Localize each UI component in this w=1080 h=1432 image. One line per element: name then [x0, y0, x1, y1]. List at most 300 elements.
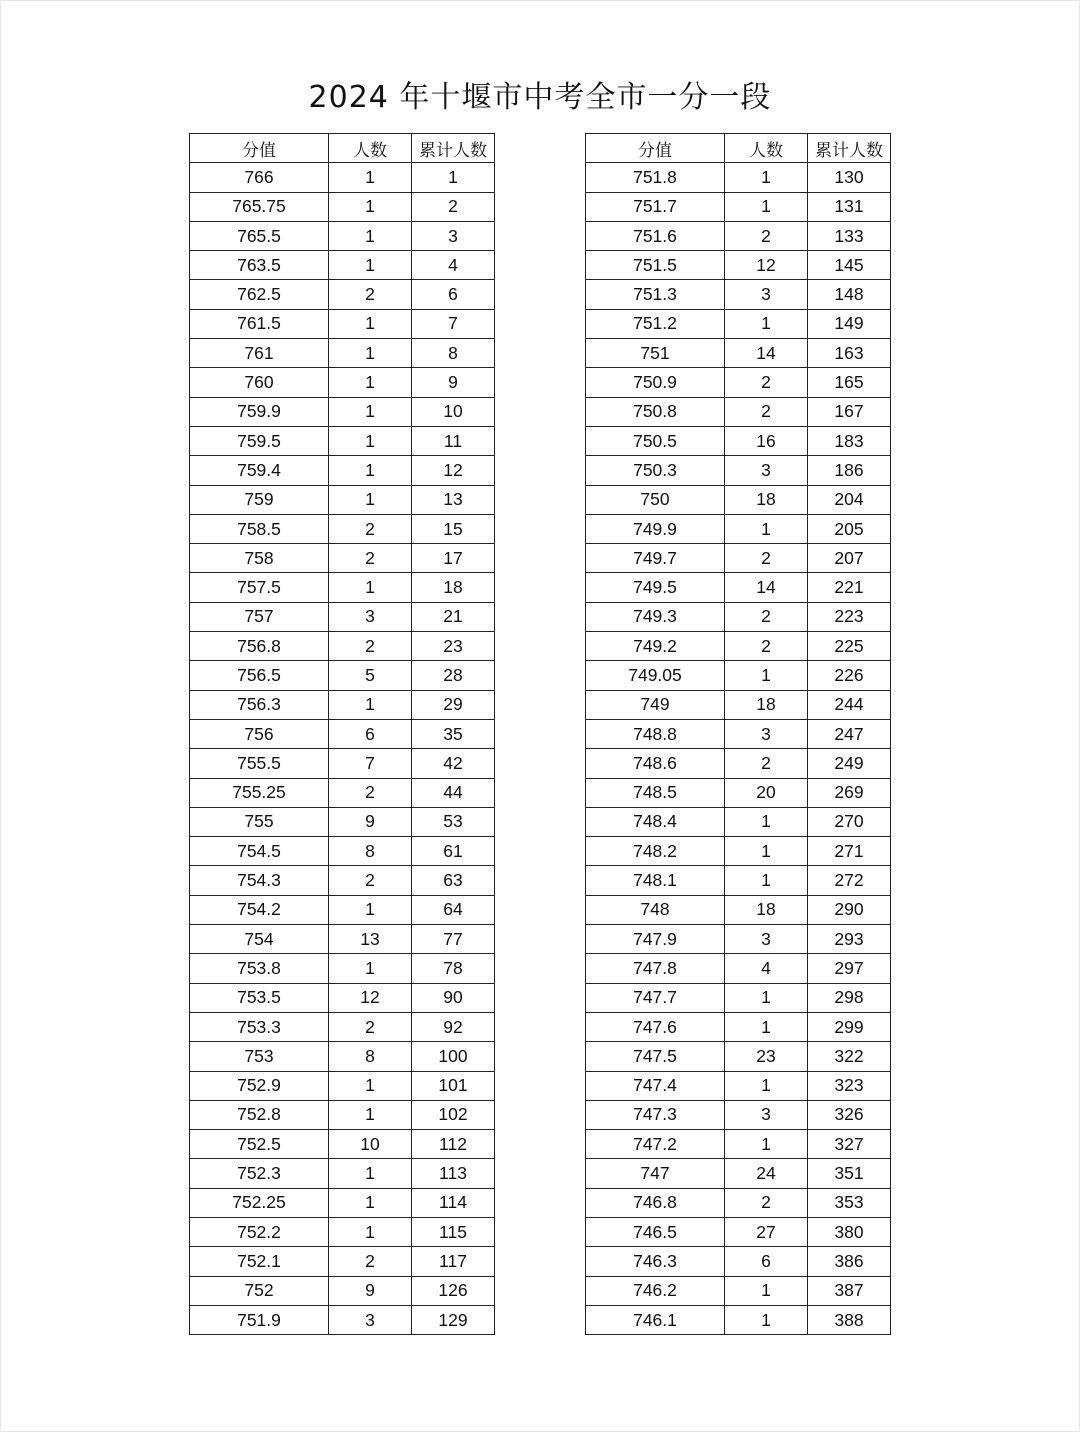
count-cell: 1: [725, 163, 808, 192]
score-cell: 758: [190, 544, 329, 573]
header-cumulative: 累计人数: [412, 134, 495, 163]
header-count: 人数: [329, 134, 412, 163]
table-row: [586, 719, 891, 748]
table-row: [586, 309, 891, 338]
count-cell: 1: [329, 163, 412, 192]
cumulative-cell: 100: [412, 1042, 495, 1071]
count-cell: 1: [329, 192, 412, 221]
score-cell: 759.4: [190, 456, 329, 485]
table-body-left: [190, 163, 495, 1335]
cumulative-cell: 167: [808, 397, 891, 426]
table-row: [190, 309, 495, 338]
cumulative-cell: 35: [412, 719, 495, 748]
score-cell: 748.8: [586, 719, 725, 748]
score-cell: 756: [190, 719, 329, 748]
count-cell: 4: [725, 954, 808, 983]
cumulative-cell: 326: [808, 1100, 891, 1129]
cumulative-cell: 10: [412, 397, 495, 426]
cumulative-cell: 9: [412, 368, 495, 397]
cumulative-cell: 183: [808, 426, 891, 455]
table-row: [190, 573, 495, 602]
score-cell: 747.8: [586, 954, 725, 983]
cumulative-cell: 90: [412, 983, 495, 1012]
score-cell: 747.3: [586, 1100, 725, 1129]
count-cell: 1: [329, 954, 412, 983]
cumulative-cell: 18: [412, 573, 495, 602]
cumulative-cell: 297: [808, 954, 891, 983]
table-row: [190, 192, 495, 221]
score-cell: 746.5: [586, 1217, 725, 1246]
count-cell: 24: [725, 1159, 808, 1188]
score-cell: 752.1: [190, 1247, 329, 1276]
table-row: [586, 456, 891, 485]
table-header-row: [586, 134, 891, 163]
table-row: [190, 426, 495, 455]
score-cell: 757: [190, 602, 329, 631]
count-cell: 2: [329, 1247, 412, 1276]
count-cell: 1: [329, 368, 412, 397]
table-row: [586, 1188, 891, 1217]
cumulative-cell: 78: [412, 954, 495, 983]
score-cell: 755.5: [190, 749, 329, 778]
cumulative-cell: 29: [412, 690, 495, 719]
table-row: [586, 983, 891, 1012]
count-cell: 1: [725, 514, 808, 543]
table-row: [190, 602, 495, 631]
table-row: [586, 749, 891, 778]
cumulative-cell: 61: [412, 837, 495, 866]
table-row: [586, 426, 891, 455]
count-cell: 1: [725, 309, 808, 338]
score-cell: 759.9: [190, 397, 329, 426]
table-row: [190, 544, 495, 573]
cumulative-cell: 380: [808, 1217, 891, 1246]
cumulative-cell: 221: [808, 573, 891, 602]
score-cell: 748.6: [586, 749, 725, 778]
table-row: [190, 163, 495, 192]
score-cell: 755: [190, 807, 329, 836]
score-cell: 746.1: [586, 1305, 725, 1334]
cumulative-cell: 351: [808, 1159, 891, 1188]
table-row: [586, 221, 891, 250]
count-cell: 3: [725, 456, 808, 485]
score-cell: 750.8: [586, 397, 725, 426]
table-row: [586, 1159, 891, 1188]
count-cell: 10: [329, 1130, 412, 1159]
score-cell: 766: [190, 163, 329, 192]
count-cell: 1: [329, 573, 412, 602]
score-cell: 756.3: [190, 690, 329, 719]
table-row: [586, 866, 891, 895]
score-cell: 750.5: [586, 426, 725, 455]
score-cell: 765.75: [190, 192, 329, 221]
table-body-right: [586, 163, 891, 1335]
cumulative-cell: 205: [808, 514, 891, 543]
count-cell: 16: [725, 426, 808, 455]
count-cell: 1: [725, 1071, 808, 1100]
count-cell: 3: [725, 280, 808, 309]
cumulative-cell: 272: [808, 866, 891, 895]
table-row: [190, 983, 495, 1012]
score-cell: 751.5: [586, 251, 725, 280]
cumulative-cell: 44: [412, 778, 495, 807]
cumulative-cell: 130: [808, 163, 891, 192]
table-row: [586, 485, 891, 514]
table-row: [586, 192, 891, 221]
table-row: [190, 1012, 495, 1041]
score-cell: 749.2: [586, 632, 725, 661]
count-cell: 1: [725, 837, 808, 866]
count-cell: 2: [329, 1012, 412, 1041]
table-row: [586, 339, 891, 368]
count-cell: 1: [329, 1100, 412, 1129]
table-row: [190, 1159, 495, 1188]
count-cell: 2: [725, 632, 808, 661]
cumulative-cell: 117: [412, 1247, 495, 1276]
count-cell: 1: [725, 192, 808, 221]
score-cell: 757.5: [190, 573, 329, 602]
count-cell: 2: [725, 1188, 808, 1217]
count-cell: 27: [725, 1217, 808, 1246]
score-cell: 749.7: [586, 544, 725, 573]
count-cell: 1: [725, 866, 808, 895]
score-cell: 748.4: [586, 807, 725, 836]
count-cell: 1: [329, 1071, 412, 1100]
score-cell: 751.8: [586, 163, 725, 192]
count-cell: 1: [725, 661, 808, 690]
cumulative-cell: 131: [808, 192, 891, 221]
cumulative-cell: 126: [412, 1276, 495, 1305]
cumulative-cell: 102: [412, 1100, 495, 1129]
score-cell: 752.25: [190, 1188, 329, 1217]
cumulative-cell: 323: [808, 1071, 891, 1100]
table-row: [586, 1276, 891, 1305]
table-row: [586, 690, 891, 719]
cumulative-cell: 8: [412, 339, 495, 368]
count-cell: 12: [329, 983, 412, 1012]
table-row: [190, 866, 495, 895]
table-row: [190, 661, 495, 690]
count-cell: 23: [725, 1042, 808, 1071]
score-cell: 754.2: [190, 895, 329, 924]
cumulative-cell: 322: [808, 1042, 891, 1071]
count-cell: 1: [329, 221, 412, 250]
score-cell: 759.5: [190, 426, 329, 455]
count-cell: 5: [329, 661, 412, 690]
count-cell: 2: [329, 280, 412, 309]
count-cell: 3: [725, 1100, 808, 1129]
count-cell: 3: [725, 925, 808, 954]
cumulative-cell: 4: [412, 251, 495, 280]
table-row: [586, 1247, 891, 1276]
score-cell: 747.7: [586, 983, 725, 1012]
score-cell: 749: [586, 690, 725, 719]
count-cell: 2: [329, 632, 412, 661]
count-cell: 1: [329, 426, 412, 455]
table-row: [586, 1130, 891, 1159]
score-cell: 748: [586, 895, 725, 924]
count-cell: 1: [329, 1188, 412, 1217]
count-cell: 2: [725, 544, 808, 573]
table-row: [190, 1188, 495, 1217]
table-row: [190, 397, 495, 426]
header-count: 人数: [725, 134, 808, 163]
count-cell: 1: [329, 485, 412, 514]
count-cell: 2: [725, 397, 808, 426]
score-cell: 765.5: [190, 221, 329, 250]
count-cell: 1: [329, 1217, 412, 1246]
table-header-row: [190, 134, 495, 163]
count-cell: 13: [329, 925, 412, 954]
count-cell: 2: [329, 514, 412, 543]
table-row: [586, 661, 891, 690]
table-row: [190, 1071, 495, 1100]
table-row: [586, 251, 891, 280]
cumulative-cell: 17: [412, 544, 495, 573]
cumulative-cell: 11: [412, 426, 495, 455]
cumulative-cell: 204: [808, 485, 891, 514]
score-cell: 756.8: [190, 632, 329, 661]
score-cell: 749.05: [586, 661, 725, 690]
score-cell: 759: [190, 485, 329, 514]
table-row: [586, 1042, 891, 1071]
table-row: [586, 1012, 891, 1041]
score-cell: 756.5: [190, 661, 329, 690]
count-cell: 1: [329, 456, 412, 485]
score-cell: 747.2: [586, 1130, 725, 1159]
count-cell: 2: [725, 368, 808, 397]
count-cell: 1: [725, 983, 808, 1012]
cumulative-cell: 186: [808, 456, 891, 485]
table-row: [586, 632, 891, 661]
cumulative-cell: 386: [808, 1247, 891, 1276]
cumulative-cell: 388: [808, 1305, 891, 1334]
score-cell: 747.5: [586, 1042, 725, 1071]
table-row: [190, 485, 495, 514]
count-cell: 2: [329, 866, 412, 895]
cumulative-cell: 353: [808, 1188, 891, 1217]
cumulative-cell: 207: [808, 544, 891, 573]
count-cell: 2: [725, 602, 808, 631]
count-cell: 2: [329, 778, 412, 807]
score-cell: 751.2: [586, 309, 725, 338]
score-cell: 749.5: [586, 573, 725, 602]
table-row: [586, 280, 891, 309]
score-cell: 752: [190, 1276, 329, 1305]
score-cell: 754.5: [190, 837, 329, 866]
count-cell: 1: [329, 397, 412, 426]
table-row: [586, 602, 891, 631]
count-cell: 20: [725, 778, 808, 807]
cumulative-cell: 21: [412, 602, 495, 631]
count-cell: 1: [725, 1012, 808, 1041]
count-cell: 7: [329, 749, 412, 778]
cumulative-cell: 290: [808, 895, 891, 924]
table-row: [586, 837, 891, 866]
count-cell: 9: [329, 807, 412, 836]
cumulative-cell: 64: [412, 895, 495, 924]
table-row: [190, 221, 495, 250]
cumulative-cell: 7: [412, 309, 495, 338]
table-row: [190, 719, 495, 748]
cumulative-cell: 23: [412, 632, 495, 661]
score-cell: 748.1: [586, 866, 725, 895]
score-cell: 747.6: [586, 1012, 725, 1041]
count-cell: 2: [725, 221, 808, 250]
count-cell: 6: [329, 719, 412, 748]
cumulative-cell: 293: [808, 925, 891, 954]
score-cell: 752.9: [190, 1071, 329, 1100]
cumulative-cell: 271: [808, 837, 891, 866]
score-cell: 755.25: [190, 778, 329, 807]
cumulative-cell: 149: [808, 309, 891, 338]
score-cell: 751: [586, 339, 725, 368]
table-row: [586, 368, 891, 397]
table-row: [586, 1071, 891, 1100]
score-cell: 750.9: [586, 368, 725, 397]
score-cell: 760: [190, 368, 329, 397]
page-title: 2024 年十堰市中考全市一分一段: [308, 80, 772, 115]
score-cell: 751.6: [586, 221, 725, 250]
table-row: [190, 1100, 495, 1129]
header-cumulative: 累计人数: [808, 134, 891, 163]
table-row: [586, 954, 891, 983]
count-cell: 14: [725, 573, 808, 602]
score-cell: 752.2: [190, 1217, 329, 1246]
table-row: [190, 456, 495, 485]
cumulative-cell: 42: [412, 749, 495, 778]
cumulative-cell: 28: [412, 661, 495, 690]
count-cell: 18: [725, 485, 808, 514]
cumulative-cell: 53: [412, 807, 495, 836]
score-cell: 753.3: [190, 1012, 329, 1041]
cumulative-cell: 2: [412, 192, 495, 221]
score-cell: 754.3: [190, 866, 329, 895]
count-cell: 1: [725, 1130, 808, 1159]
score-table-right: [585, 133, 891, 1335]
cumulative-cell: 114: [412, 1188, 495, 1217]
score-cell: 752.5: [190, 1130, 329, 1159]
table-row: [190, 1247, 495, 1276]
count-cell: 1: [329, 339, 412, 368]
score-cell: 747: [586, 1159, 725, 1188]
table-row: [190, 632, 495, 661]
count-cell: 2: [725, 749, 808, 778]
table-row: [190, 925, 495, 954]
cumulative-cell: 244: [808, 690, 891, 719]
count-cell: 18: [725, 690, 808, 719]
count-cell: 1: [329, 309, 412, 338]
score-cell: 747.9: [586, 925, 725, 954]
score-cell: 751.9: [190, 1305, 329, 1334]
table-row: [190, 368, 495, 397]
cumulative-cell: 223: [808, 602, 891, 631]
count-cell: 1: [329, 251, 412, 280]
cumulative-cell: 15: [412, 514, 495, 543]
score-cell: 749.3: [586, 602, 725, 631]
table-row: [190, 837, 495, 866]
score-cell: 761: [190, 339, 329, 368]
score-cell: 754: [190, 925, 329, 954]
table-row: [586, 573, 891, 602]
cumulative-cell: 12: [412, 456, 495, 485]
cumulative-cell: 77: [412, 925, 495, 954]
count-cell: 1: [329, 895, 412, 924]
score-cell: 748.2: [586, 837, 725, 866]
cumulative-cell: 249: [808, 749, 891, 778]
count-cell: 2: [329, 544, 412, 573]
table-row: [190, 749, 495, 778]
cumulative-cell: 1: [412, 163, 495, 192]
count-cell: 8: [329, 1042, 412, 1071]
score-cell: 750.3: [586, 456, 725, 485]
cumulative-cell: 3: [412, 221, 495, 250]
table-row: [190, 1305, 495, 1334]
cumulative-cell: 298: [808, 983, 891, 1012]
count-cell: 18: [725, 895, 808, 924]
table-row: [586, 1100, 891, 1129]
table-row: [190, 954, 495, 983]
table-row: [586, 397, 891, 426]
score-cell: 748.5: [586, 778, 725, 807]
table-row: [586, 778, 891, 807]
cumulative-cell: 270: [808, 807, 891, 836]
table-row: [586, 1217, 891, 1246]
cumulative-cell: 92: [412, 1012, 495, 1041]
cumulative-cell: 13: [412, 485, 495, 514]
cumulative-cell: 327: [808, 1130, 891, 1159]
score-cell: 746.2: [586, 1276, 725, 1305]
cumulative-cell: 226: [808, 661, 891, 690]
score-cell: 752.8: [190, 1100, 329, 1129]
table-row: [586, 1305, 891, 1334]
count-cell: 14: [725, 339, 808, 368]
table-row: [190, 339, 495, 368]
score-cell: 750: [586, 485, 725, 514]
cumulative-cell: 299: [808, 1012, 891, 1041]
count-cell: 1: [329, 690, 412, 719]
table-row: [190, 1042, 495, 1071]
score-cell: 751.3: [586, 280, 725, 309]
cumulative-cell: 387: [808, 1276, 891, 1305]
table-row: [586, 163, 891, 192]
score-cell: 753.5: [190, 983, 329, 1012]
count-cell: 3: [329, 1305, 412, 1334]
cumulative-cell: 269: [808, 778, 891, 807]
cumulative-cell: 145: [808, 251, 891, 280]
table-row: [586, 544, 891, 573]
count-cell: 6: [725, 1247, 808, 1276]
table-row: [586, 895, 891, 924]
count-cell: 9: [329, 1276, 412, 1305]
cumulative-cell: 165: [808, 368, 891, 397]
cumulative-cell: 163: [808, 339, 891, 368]
table-row: [190, 280, 495, 309]
score-cell: 752.3: [190, 1159, 329, 1188]
score-cell: 749.9: [586, 514, 725, 543]
score-cell: 746.8: [586, 1188, 725, 1217]
header-score: 分值: [190, 134, 329, 163]
table-row: [190, 514, 495, 543]
cumulative-cell: 101: [412, 1071, 495, 1100]
table-row: [586, 807, 891, 836]
count-cell: 1: [725, 807, 808, 836]
score-cell: 758.5: [190, 514, 329, 543]
cumulative-cell: 113: [412, 1159, 495, 1188]
count-cell: 1: [725, 1305, 808, 1334]
score-cell: 763.5: [190, 251, 329, 280]
cumulative-cell: 133: [808, 221, 891, 250]
